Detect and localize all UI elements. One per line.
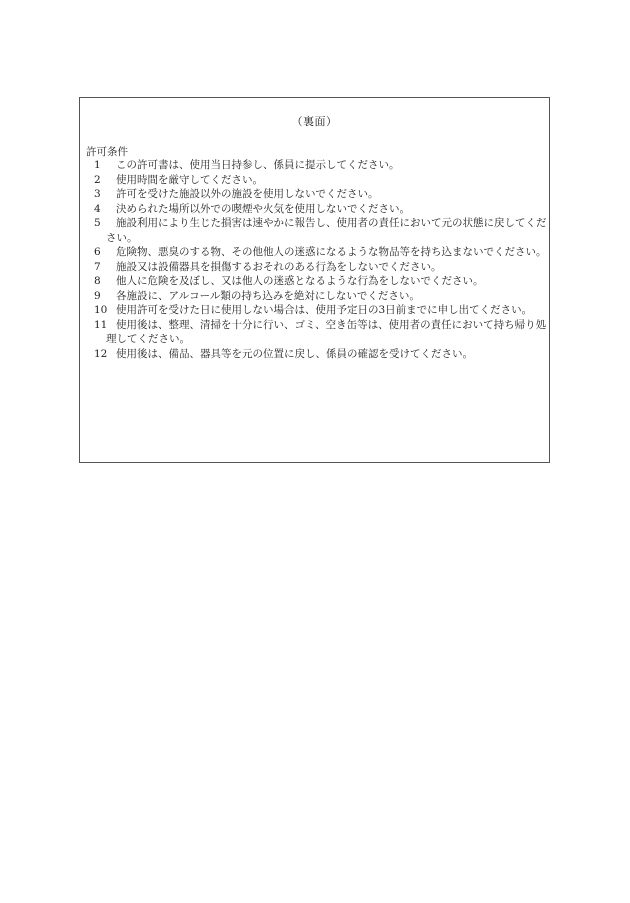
condition-number: 12 [94, 347, 108, 360]
condition-item-2 [86, 173, 549, 188]
condition-text: 許可を受けた施設以外の施設を使用しないでください。 [116, 188, 379, 200]
section-heading: 許可条件 [86, 146, 128, 158]
condition-number: 2 [94, 173, 101, 186]
condition-number: 7 [94, 260, 101, 273]
condition-text: 危険物、悪臭のする物、その他他人の迷惑になるような物品等を持ち込まないでください。 [116, 246, 547, 258]
permit-conditions-box [79, 97, 550, 463]
condition-item-11 [86, 318, 549, 347]
condition-number: 5 [94, 217, 101, 229]
condition-item-9 [86, 289, 549, 304]
condition-number: 10 [94, 304, 108, 316]
condition-item-10 [86, 303, 549, 318]
condition-number: 4 [94, 202, 101, 215]
condition-number: 3 [94, 188, 101, 200]
condition-text: 決められた場所以外での喫煙や火気を使用しないでください。 [116, 202, 410, 215]
conditions-list [86, 158, 549, 361]
condition-item-6 [86, 245, 549, 260]
condition-number: 11 [94, 318, 108, 331]
condition-text: 施設利用により生じた損害は速やかに報告し、使用者の責任において元の状態に戻してください。 [106, 217, 547, 244]
condition-text: 各施設に、アルコール類の持ち込みを絶対にしないでください。 [116, 289, 420, 302]
condition-text: 使用後は、備品、器具等を元の位置に戻し、係員の確認を受けてください。 [116, 347, 473, 360]
condition-text: 使用時間を厳守してください。 [116, 173, 263, 186]
condition-item-4 [86, 202, 549, 217]
condition-text: 他人に危険を及ぼし、又は他人の迷惑となるような行為をしないでください。 [116, 275, 484, 287]
condition-item-5 [86, 216, 549, 245]
condition-number: 1 [94, 159, 101, 171]
side-title: （裏面） [291, 115, 338, 128]
condition-item-7 [86, 260, 549, 275]
condition-item-12 [86, 347, 549, 362]
condition-item-8 [86, 274, 549, 289]
condition-number: 6 [94, 246, 101, 258]
condition-text: 使用許可を受けた日に使用しない場合は、使用予定日の3日前までに申し出てください。 [116, 304, 533, 316]
condition-item-1 [86, 158, 549, 173]
condition-number: 8 [94, 275, 101, 287]
condition-text: 使用後は、整理、清掃を十分に行い、ゴミ、空き缶等は、使用者の責任において持ち帰り処理してください。 [106, 318, 547, 345]
condition-text: 施設又は設備器具を損傷するおそれのある行為をしないでください。 [116, 260, 442, 273]
condition-text: この許可書は、使用当日持参し、係員に提示してください。 [116, 159, 400, 171]
condition-item-3 [86, 187, 549, 202]
condition-number: 9 [94, 289, 101, 302]
